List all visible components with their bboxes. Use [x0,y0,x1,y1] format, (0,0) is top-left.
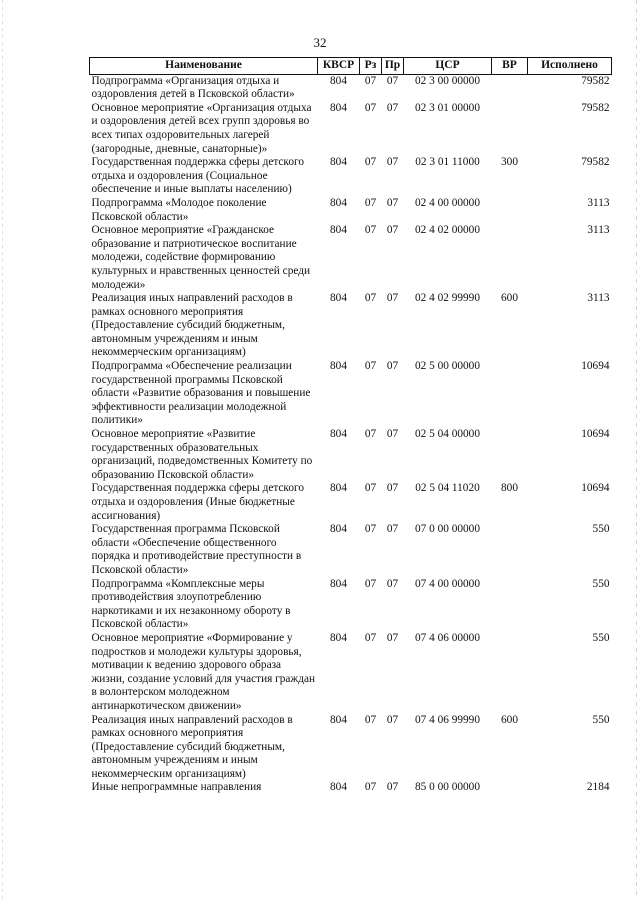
row-vr-cell [492,781,528,795]
row-csr-cell: 02 3 01 00000 [415,101,480,114]
row-pr-cell: 07 [386,101,399,114]
row-vr-cell [492,102,528,156]
row-name-cell: Подпрограмма «Организация отдыха и оздоровления детей в Псковской области» [91,74,295,101]
row-csr-cell: 02 5 00 00000 [415,360,480,373]
header-pr: Пр [382,58,404,75]
table-row [90,102,612,156]
row-ispolneno-cell: 3113 [587,292,610,305]
row-name-cell: Подпрограмма «Молодое поколение Псковской области» [91,196,267,223]
table-row [90,156,612,197]
row-csr-cell: 02 4 02 00000 [415,224,480,237]
row-pr-cell: 07 [386,74,399,87]
row-name-cell: Государственная поддержка сферы детского отдыха и оздоровления (Иные бюджетные ассигнования) [91,482,304,522]
header-kvsr: КВСР [318,58,360,75]
row-csr-cell: 07 0 00 00000 [415,523,480,536]
scan-edge-right [636,0,637,899]
row-rz-cell: 07 [364,74,377,87]
row-name-cell: Государственная программа Псковской области «Обеспечение общественного порядка и противодействие преступности в Псковской области» [91,523,302,576]
row-kvsr-cell: 804 [330,156,347,169]
row-ispolneno-cell: 79582 [581,101,610,114]
row-name-cell: Иные непрограммные направления [91,781,262,794]
row-csr-cell: 02 5 04 11020 [415,482,480,495]
row-pr-cell: 07 [386,196,399,209]
row-vr-cell [492,74,528,102]
row-kvsr-cell: 804 [330,428,347,441]
header-ispolneno: Исполнено [528,58,612,75]
row-ispolneno-cell: 3113 [587,224,610,237]
table-row [90,292,612,360]
header-name: Наименование [90,58,318,75]
row-name-cell: Основное мероприятие «Организация отдыха и оздоровления детей всех групп здоровья во всех типах оздоровительных лагерей (загородные, дневные, санаторные)» [91,101,312,155]
row-csr-cell: 02 3 01 11000 [415,156,480,169]
row-ispolneno-cell: 550 [592,631,610,644]
row-csr-cell: 02 4 00 00000 [415,196,480,209]
row-csr-cell: 07 4 00 00000 [415,577,480,590]
row-ispolneno-cell: 550 [592,577,610,590]
row-rz-cell: 07 [364,360,377,373]
row-pr-cell: 07 [386,631,399,644]
row-csr-cell: 07 4 06 99990 [415,713,480,726]
row-kvsr-cell: 804 [330,74,347,87]
row-pr-cell: 07 [386,523,399,536]
row-csr-cell: 02 4 02 99990 [415,292,480,305]
table-row [90,714,612,782]
row-rz-cell: 07 [364,482,377,495]
row-pr-cell: 07 [386,428,399,441]
header-row [90,58,612,75]
row-kvsr-cell: 804 [330,360,347,373]
row-kvsr-cell: 804 [330,713,347,726]
row-vr-cell [492,578,528,632]
row-vr-cell: 800 [501,482,518,495]
row-ispolneno-cell: 3113 [587,196,610,209]
row-vr-cell [492,224,528,292]
table-header [90,58,612,75]
header-csr: ЦСР [404,58,492,75]
row-name-cell: Основное мероприятие «Развитие государственных образовательных организаций, подведомственных Комитету по образованию Псковской области» [91,428,313,481]
row-pr-cell: 07 [386,577,399,590]
row-kvsr-cell: 804 [330,292,347,305]
row-kvsr-cell: 804 [330,781,347,794]
row-kvsr-cell: 804 [330,224,347,237]
row-name-cell: Государственная поддержка сферы детского отдыха и оздоровления (Социальное обеспечение и иные выплаты населению) [91,156,304,196]
table-body [90,74,612,795]
row-ispolneno-cell: 79582 [581,156,610,169]
row-ispolneno-cell: 10694 [581,428,610,441]
row-kvsr-cell: 804 [330,631,347,644]
row-name-cell: Реализация иных направлений расходов в рамках основного мероприятия (Предоставление субсидий бюджетным, автономным учреждениям и иным некоммерческим организациям) [91,292,293,359]
row-vr-cell: 300 [501,156,518,169]
row-csr-cell: 85 0 00 00000 [415,781,480,794]
row-name-cell: Основное мероприятие «Формирование у подростков и молодежи культуры здоровья, мотивации к ведению здорового образа жизни, создание условий для участия граждан в волонтерском молодежном антинаркотическом движении» [91,631,316,712]
row-rz-cell: 07 [364,224,377,237]
table-row [90,632,612,714]
row-pr-cell: 07 [386,781,399,794]
header-rz: Рз [360,58,382,75]
row-ispolneno-cell: 2184 [586,781,610,794]
table-row [90,74,612,102]
row-name-cell: Основное мероприятие «Гражданское образование и патриотическое воспитание молодежи, содействие формированию культурных и нравственных ценностей среди молодежи» [91,224,311,291]
row-rz-cell: 07 [364,713,377,726]
row-ispolneno-cell: 79582 [581,74,610,87]
row-vr-cell: 600 [501,292,518,305]
row-csr-cell: 07 4 06 00000 [415,631,480,644]
row-csr-cell: 02 3 00 00000 [415,74,480,87]
row-ispolneno-cell: 550 [592,523,610,536]
row-kvsr-cell: 804 [330,577,347,590]
row-rz-cell: 07 [364,781,377,794]
row-pr-cell: 07 [386,224,399,237]
row-rz-cell: 07 [364,292,377,305]
row-rz-cell: 07 [364,196,377,209]
row-vr-cell [492,523,528,577]
page-number: 32 [313,35,327,50]
row-pr-cell: 07 [386,360,399,373]
row-kvsr-cell: 804 [330,482,347,495]
table-row [90,197,612,224]
table-row [90,360,612,428]
row-rz-cell: 07 [364,631,377,644]
table-row [90,578,612,632]
row-rz-cell: 07 [364,577,377,590]
row-kvsr-cell: 804 [330,196,347,209]
row-kvsr-cell: 804 [330,101,347,114]
row-vr-cell [492,197,528,224]
row-vr-cell [492,632,528,714]
row-kvsr-cell: 804 [330,523,347,536]
row-pr-cell: 07 [386,156,399,169]
row-name-cell: Подпрограмма «Комплексные меры противодействия злоупотреблению наркотиками и их незаконному обороту в Псковской области» [91,577,291,631]
row-name-cell: Реализация иных направлений расходов в рамках основного мероприятия (Предоставление субсидий бюджетным, автономным учреждениям и иным некоммерческим организациям) [91,713,293,780]
row-rz-cell: 07 [364,156,377,169]
table-row [90,781,612,795]
row-rz-cell: 07 [364,428,377,441]
row-vr-cell [492,360,528,428]
row-pr-cell: 07 [386,292,399,305]
row-pr-cell: 07 [386,482,399,495]
row-name-cell: Подпрограмма «Обеспечение реализации государственной программы Псковской области «Развитие образования и повышение эффективности реализации молодежной политики» [91,360,311,427]
table-row [90,224,612,292]
budget-table [89,57,612,795]
table-row [90,428,612,482]
header-vr: ВР [492,58,528,75]
table-row [90,523,612,577]
row-rz-cell: 07 [364,523,377,536]
table-row [90,482,612,523]
row-ispolneno-cell: 10694 [581,360,610,373]
row-vr-cell [492,428,528,482]
row-rz-cell: 07 [364,101,377,114]
row-csr-cell: 02 5 04 00000 [415,428,480,441]
row-vr-cell: 600 [501,713,518,726]
scan-edge-left [2,0,3,899]
row-pr-cell: 07 [386,713,399,726]
row-ispolneno-cell: 10694 [581,482,610,495]
row-ispolneno-cell: 550 [592,713,610,726]
